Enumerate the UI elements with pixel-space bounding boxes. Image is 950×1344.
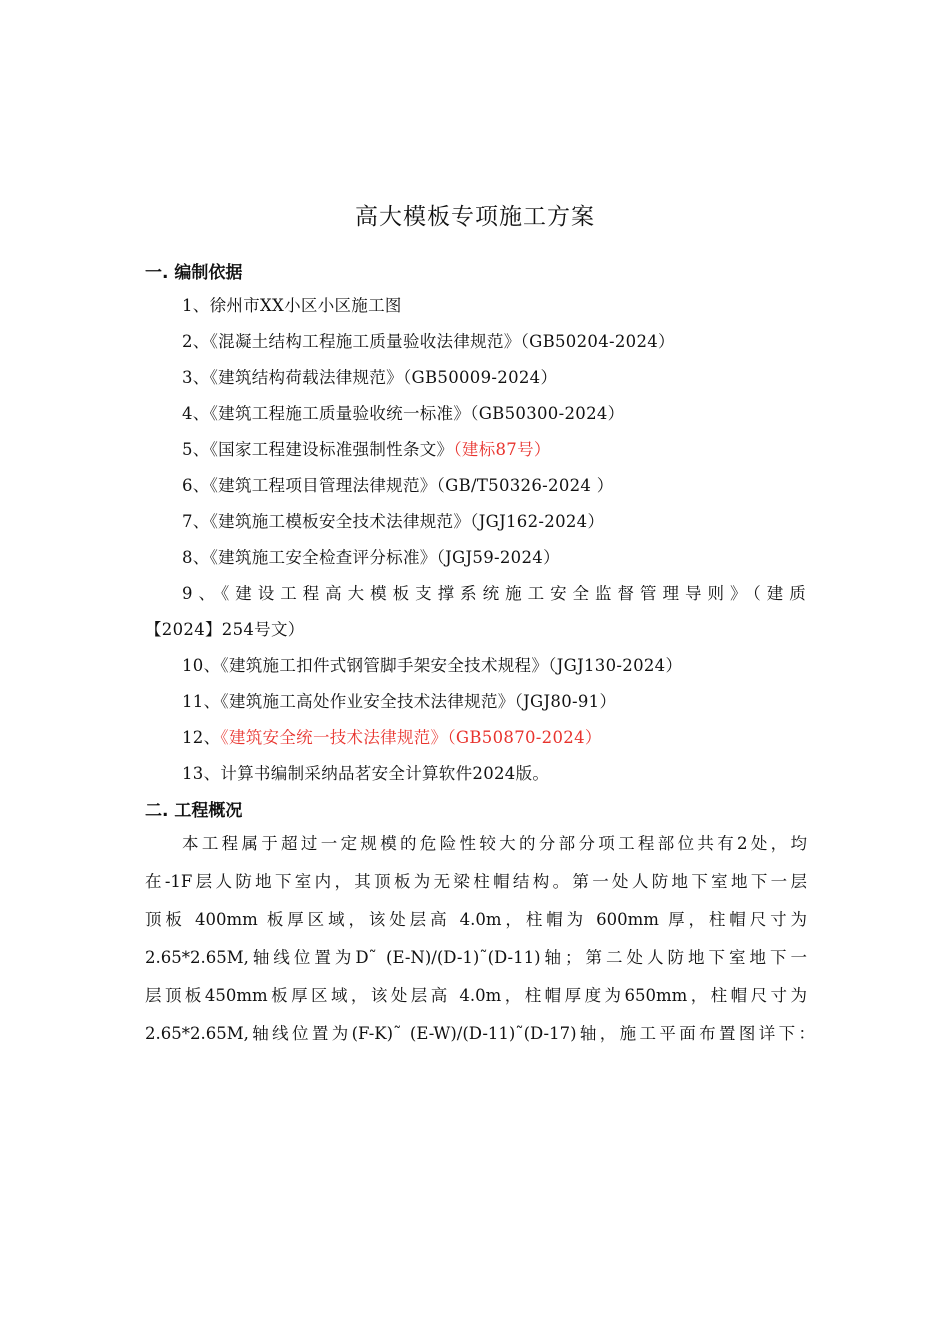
basis-item-9: 9、《建设工程高大模板支撑系统施工安全监督管理导则》（建质 bbox=[182, 584, 806, 603]
basis-item-10: 10、《建筑施工扣件式钢管脚手架安全技术规程》（JGJ130-2024） bbox=[182, 656, 683, 675]
basis-item-5-highlight: （建标87号） bbox=[453, 440, 551, 459]
overview-line-6: 2.65*2.65M,轴线位置为(F-K)˜ (E-W)/(D-11)˜(D-17)轴，施工平面布置图详下： bbox=[145, 1024, 815, 1043]
basis-item-6: 6、《建筑工程项目管理法律规范》（GB/T50326-2024 ） bbox=[182, 476, 614, 495]
basis-item-12 bbox=[182, 724, 602, 748]
document-title: 高大模板专项施工方案 bbox=[355, 204, 595, 230]
section-heading-basis: 一. 编制依据 bbox=[145, 263, 243, 283]
basis-item-8: 8、《建筑施工安全检查评分标准》（JGJ59-2024） bbox=[182, 548, 560, 567]
basis-item-12-highlight: 《建筑安全统一技术法律规范》（GB50870-2024） bbox=[220, 728, 602, 747]
basis-item-3: 3、《建筑结构荷载法律规范》（GB50009-2024） bbox=[182, 368, 558, 387]
overview-line-5: 层顶板450mm板厚区域，该处层高 4.0m，柱帽厚度为650mm，柱帽尺寸为 bbox=[145, 986, 807, 1005]
section-heading-overview: 二. 工程概况 bbox=[145, 801, 243, 821]
basis-item-7: 7、《建筑施工模板安全技术法律规范》（JGJ162-2024） bbox=[182, 512, 605, 531]
overview-line-2: 在-1F层人防地下室内，其顶板为无梁柱帽结构。第一处人防地下室地下一层 bbox=[145, 872, 807, 891]
basis-item-12-number: 12、 bbox=[182, 728, 221, 747]
basis-item-9-cont: 【2024】254号文） bbox=[145, 620, 305, 639]
overview-line-4: 2.65*2.65M,轴线位置为D˜ (E-N)/(D-1)˜(D-11)轴；第二处人防地下室地下一 bbox=[145, 948, 807, 967]
basis-item-2: 2、《混凝土结构工程施工质量验收法律规范》（GB50204-2024） bbox=[182, 332, 675, 351]
basis-item-1: 1、徐州市XX小区小区施工图 bbox=[182, 296, 402, 315]
basis-item-5 bbox=[182, 436, 551, 460]
basis-item-11: 11、《建筑施工高处作业安全技术法律规范》（JGJ80-91） bbox=[182, 692, 617, 711]
overview-line-3: 顶板 400mm 板厚区域，该处层高 4.0m，柱帽为 600mm 厚，柱帽尺寸为 bbox=[145, 910, 807, 929]
basis-item-5-text: 5、《国家工程建设标准强制性条文》 bbox=[182, 440, 454, 459]
overview-line-1: 本工程属于超过一定规模的危险性较大的分部分项工程部位共有2处，均 bbox=[182, 834, 807, 853]
basis-item-4: 4、《建筑工程施工质量验收统一标准》（GB50300-2024） bbox=[182, 404, 625, 423]
basis-item-13: 13、计算书编制采纳品茗安全计算软件2024版。 bbox=[182, 764, 550, 783]
